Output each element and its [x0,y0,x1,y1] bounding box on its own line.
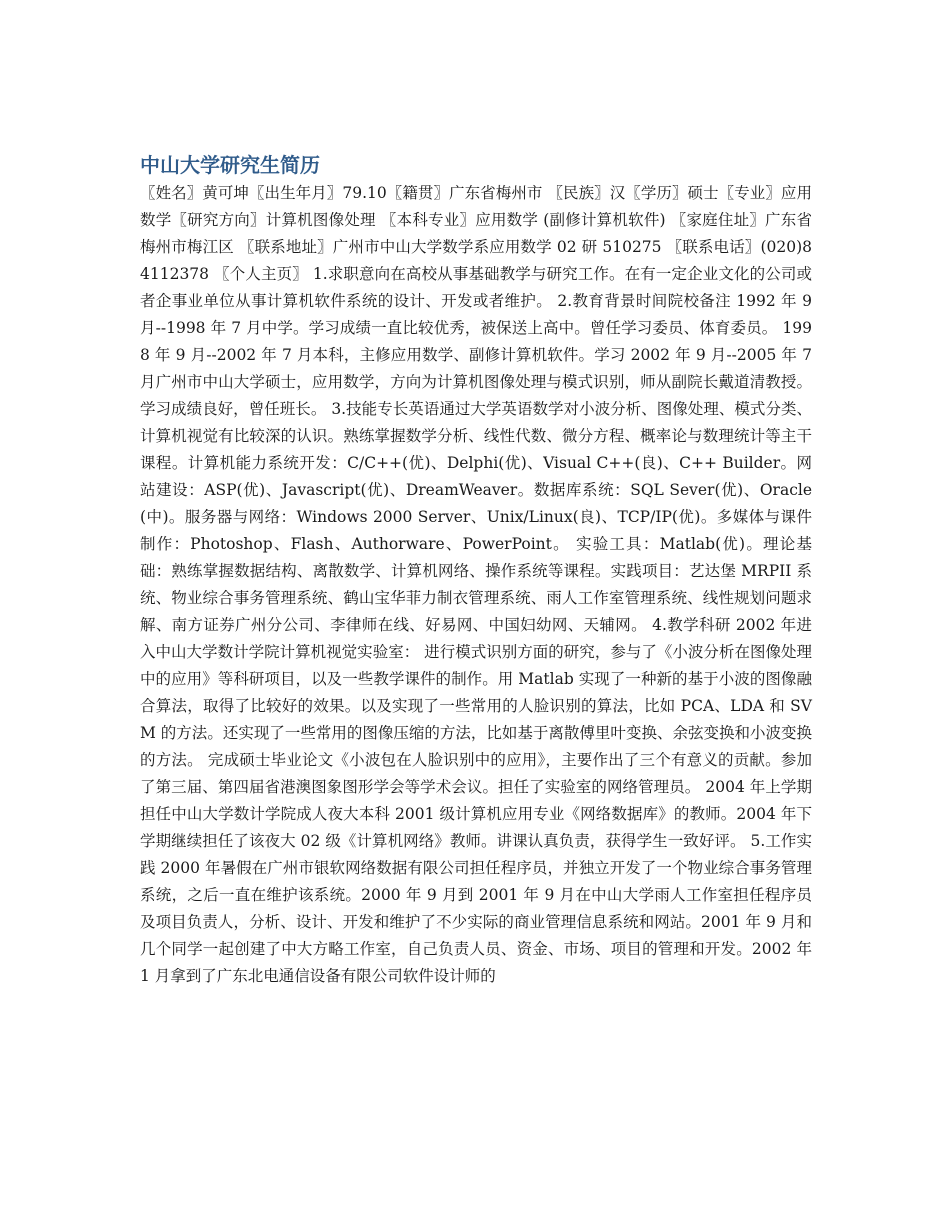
resume-body-text: 〖姓名〗黄可坤〖出生年月〗79.10〖籍贯〗广东省梅州市 〖民族〗汉〖学历〗硕士〖专业〗应用数学〖研究方向〗计算机图像处理 〖本科专业〗应用数学 (副修计算机软件) 〖家庭住址〗广东省梅州市梅江区 〖联系地址〗广州市中山大学数学系应用数学 02 研 510275 〖联系电话〗(020)84112378 〖个人主页〗 1.求职意向在高校从事基础教学与研究工作。在有一定企业文化的公司或者企事业单位从事计算机软件系统的设计、开发或者维护。 2.教育背景时间院校备注 1992 年 9 月--1998 年 7 月中学。学习成绩一直比较优秀，被保送上高中。曾任学习委员、体育委员。 1998 年 9 月--2002 年 7 月本科，主修应用数学、副修计算机软件。学习 2002 年 9 月--2005 年 7 月广州市中山大学硕士，应用数学，方向为计算机图像处理与模式识别，师从副院长戴道清教授。学习成绩良好，曾任班长。 3.技能专长英语通过大学英语数学对小波分析、图像处理、模式分类、计算机视觉有比较深的认识。熟练掌握数学分析、线性代数、微分方程、概率论与数理统计等主干课程。计算机能力系统开发：C/C++(优)、Delphi(优)、Visual C++(良)、C++ Builder。网站建设：ASP(优)、Javascript(优)、DreamWeaver。数据库系统：SQL Sever(优)、Oracle(中)。服务器与网络：Windows 2000 Server、Unix/Linux(良)、TCP/IP(优)。多媒体与课件制作：Photoshop、Flash、Authorware、PowerPoint。 实验工具：Matlab(优)。理论基础：熟练掌握数据结构、离散数学、计算机网络、操作系统等课程。实践项目：艺达堡 MRPII 系统、物业综合事务管理系统、鹤山宝华菲力制衣管理系统、雨人工作室管理系统、线性规划问题求解、南方证券广州分公司、李律师在线、好易网、中国妇幼网、天辅网。 4.教学科研 2002 年进入中山大学数计学院计算机视觉实验室： 进行模式识别方面的研究，参与了《小波分析在图像处理中的应用》等科研项目，以及一些教学课件的制作。用 Matlab 实现了一种新的基于小波的图像融合算法，取得了比较好的效果。以及实现了一些常用的人脸识别的算法，比如 PCA、LDA 和 SVM 的方法。还实现了一些常用的图像压缩的方法，比如基于离散傅里叶变换、余弦变换和小波变换的方法。 完成硕士毕业论文《小波包在人脸识别中的应用》，主要作出了三个有意义的贡献。参加了第三届、第四届省港澳图象图形学会等学术会议。担任了实验室的网络管理员。 2004 年上学期担任中山大学数计学院成人夜大本科 2001 级计算机应用专业《网络数据库》的教师。2004 年下学期继续担任了该夜大 02 级《计算机网络》教师。讲课认真负责，获得学生一致好评。 5.工作实践 2000 年暑假在广州市银软网络数据有限公司担任程序员，并独立开发了一个物业综合事务管理系统，之后一直在维护该系统。2000 年 9 月到 2001 年 9 月在中山大学雨人工作室担任程序员及项目负责人，分析、设计、开发和维护了不少实际的商业管理信息系统和网站。2001 年 9 月和几个同学一起创建了中大方略工作室，自己负责人员、资金、市场、项目的管理和开发。2002 年 1 月拿到了广东北电通信设备有限公司软件设计师的 [140,184,812,985]
document-title: 中山大学研究生简历 [140,153,320,177]
